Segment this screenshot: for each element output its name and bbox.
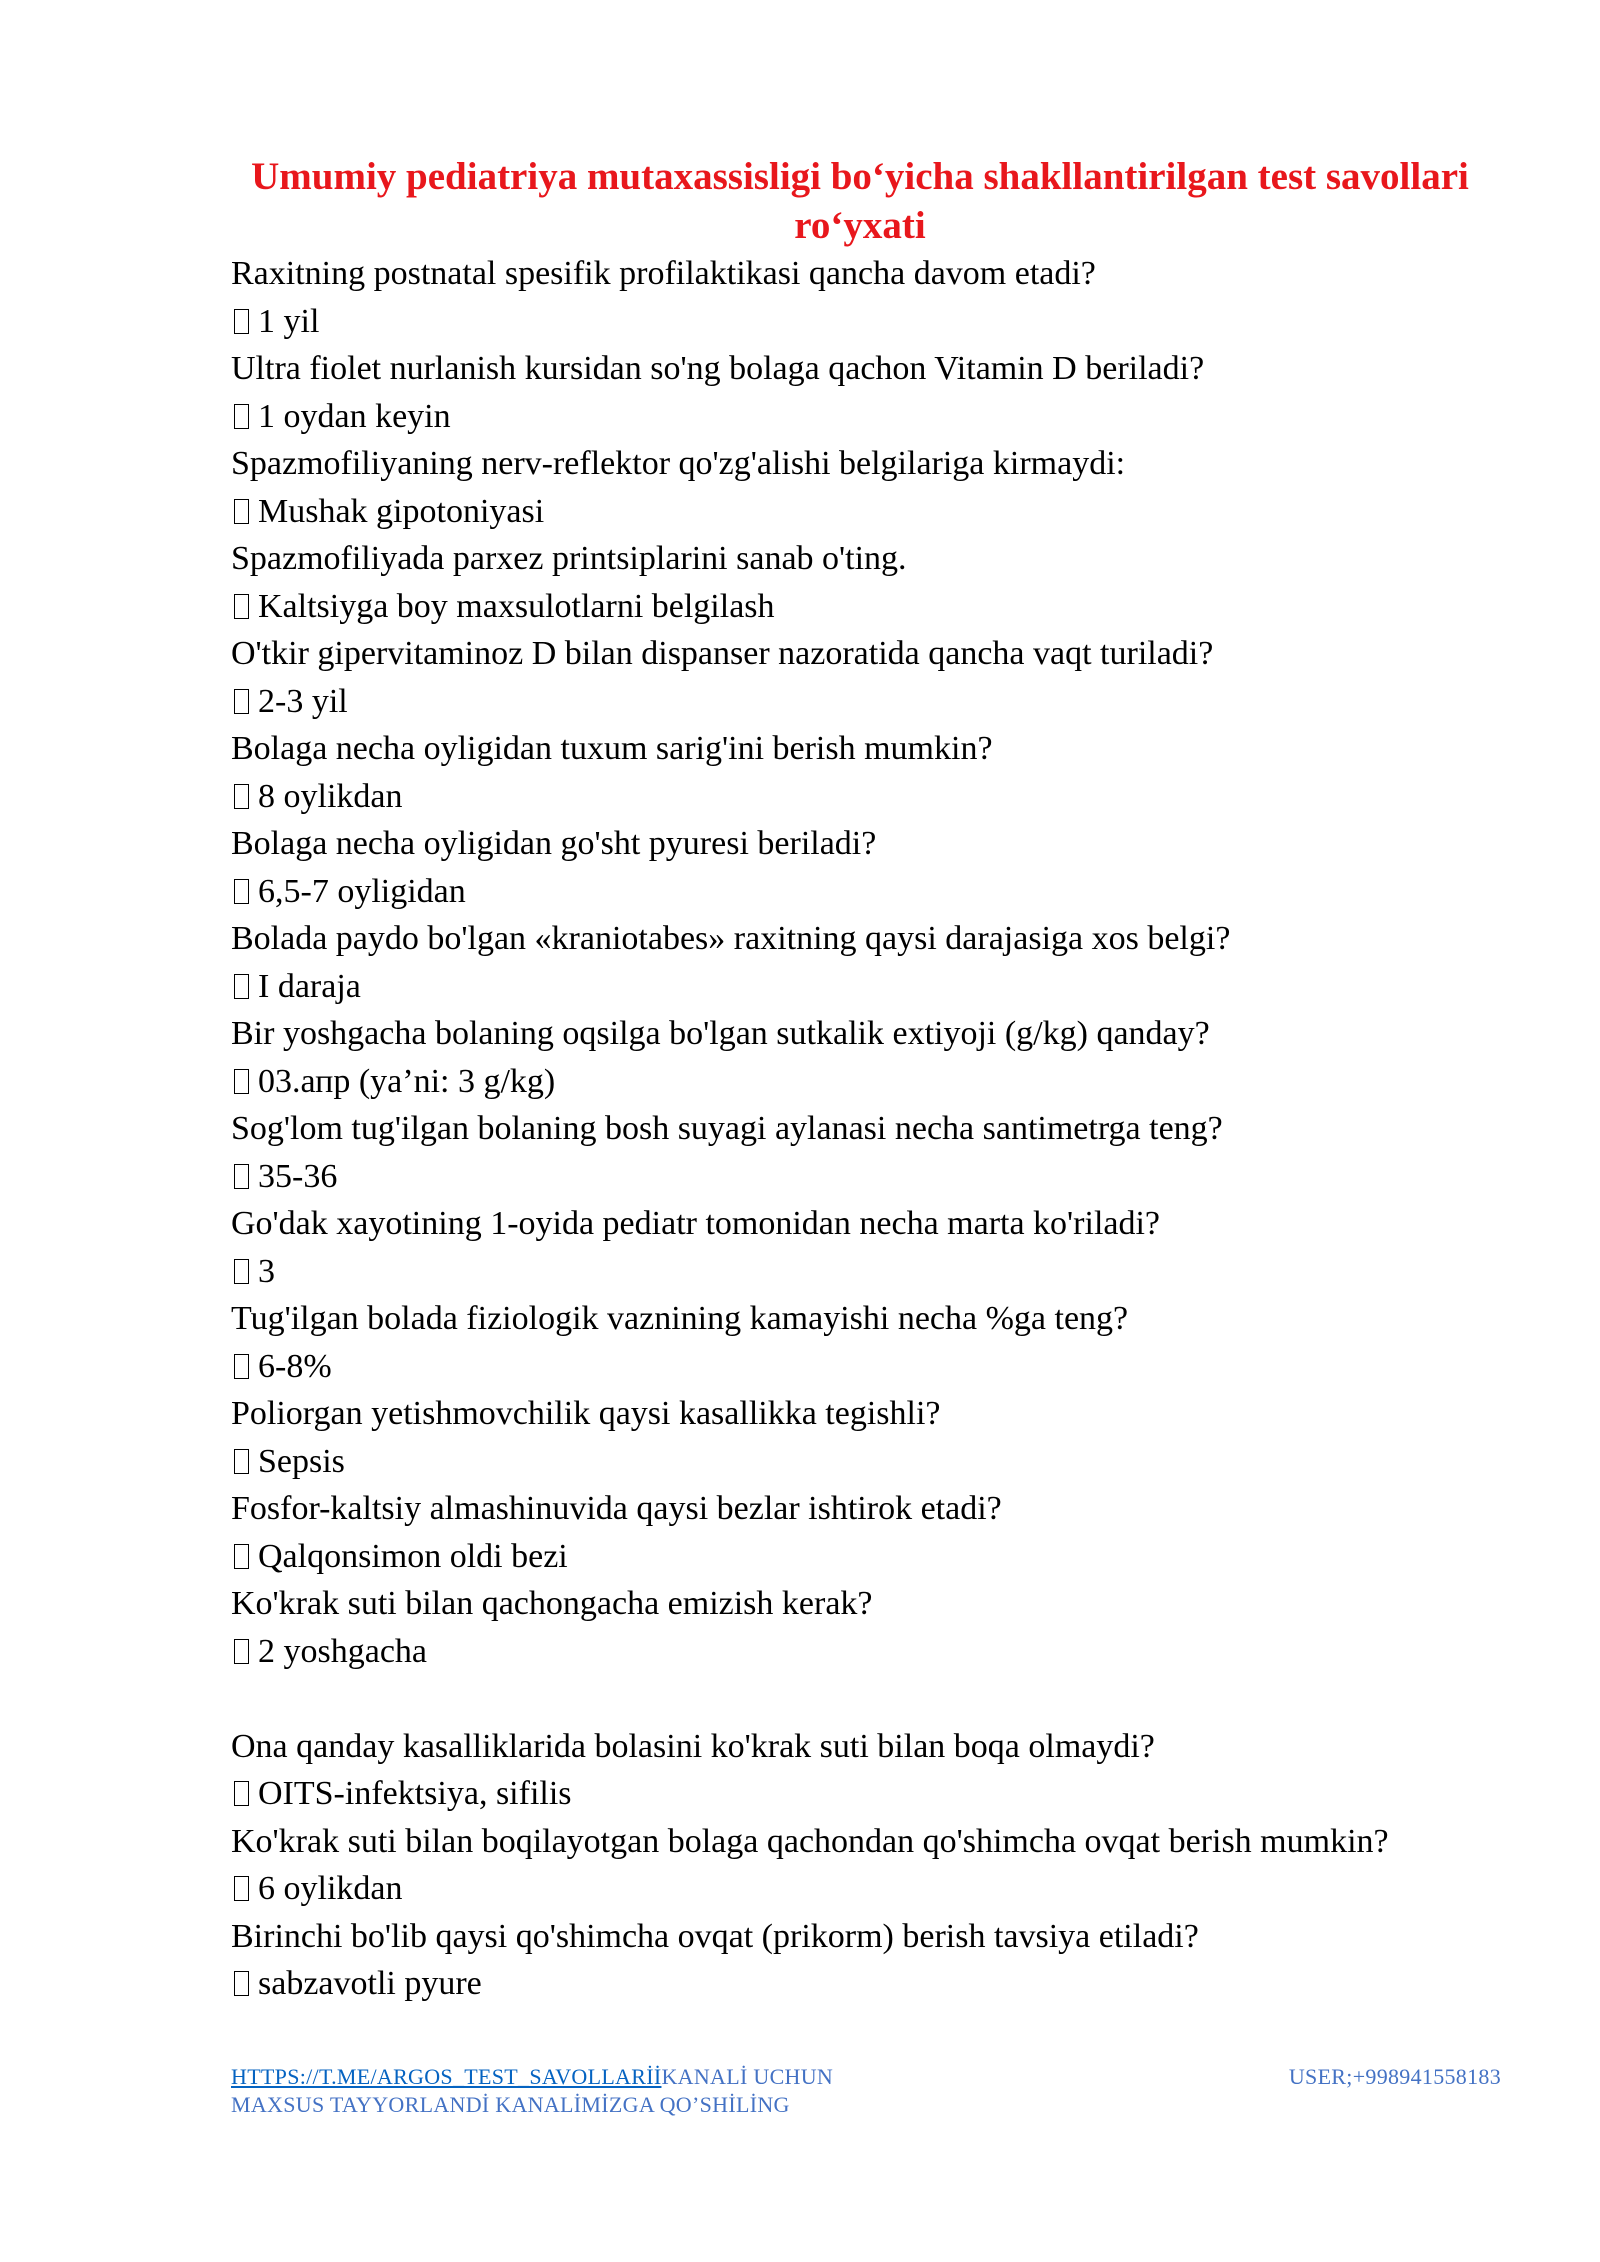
question-item: [231, 250, 1501, 345]
question-text: Go'dak xayotining 1-oyida pediatr tomonidan necha marta ko'riladi?: [231, 1205, 1161, 1242]
answer-label: sabzavotli pyure: [258, 1965, 482, 2002]
answer-label: I daraja: [258, 967, 361, 1005]
checkbox-icon: [234, 1544, 249, 1569]
question-item: [231, 1580, 1501, 1675]
answer-text: [231, 868, 1501, 916]
answer-label: 8 oylikdan: [258, 777, 403, 815]
question-item: [231, 1818, 1501, 1913]
answer-text: [231, 1343, 1501, 1391]
telegram-channel-link[interactable]: HTTPS://T.ME/ARGOS_TEST_SAVOLLARİİ: [231, 2064, 662, 2089]
answer-text: [231, 488, 1501, 536]
question-text: Spazmofiliyada parxez printsiplarini sanab o'ting.: [231, 540, 907, 577]
question-item: [231, 1105, 1501, 1200]
question-text: Sog'lom tug'ilgan bolaning bosh suyagi aylanasi necha santimetrga teng?: [231, 1110, 1223, 1147]
question-text: Ona qanday kasalliklarida bolasini ko'krak suti bilan boqa olmaydi?: [231, 1727, 1155, 1765]
checkbox-icon: [234, 1449, 249, 1474]
checkbox-icon: [234, 1971, 249, 1996]
question-item: [231, 1295, 1501, 1390]
answer-label: OITS-infektsiya, sifilis: [258, 1775, 572, 1812]
answer-text: [231, 1628, 1501, 1676]
answer-label: Mushak gipotoniyasi: [258, 492, 545, 530]
question-text: Bir yoshgacha bolaning oqsilga bo'lgan sutkalik extiyoji (g/kg) qanday?: [231, 1015, 1210, 1052]
checkbox-icon: [234, 974, 249, 999]
checkbox-icon: [234, 1876, 249, 1901]
question-text: Spazmofiliyaning nerv-reflektor qo'zg'alishi belgilariga kirmaydi:: [231, 445, 1126, 482]
question-text: Poliorgan yetishmovchilik qaysi kasallikka tegishli?: [231, 1395, 941, 1432]
answer-label: 1 yil: [258, 302, 320, 340]
answer-label: 3: [258, 1252, 275, 1290]
answer-text: [231, 298, 1501, 346]
answer-label: 6 oylikdan: [258, 1870, 403, 1907]
answer-label: 03.апр (ya’ni: 3 g/kg): [258, 1062, 556, 1100]
answer-label: 6,5-7 oyligidan: [258, 872, 466, 910]
answer-text: [231, 393, 1501, 441]
answer-text: [231, 1153, 1501, 1201]
answer-label: Qalqonsimon oldi bezi: [258, 1537, 568, 1575]
answer-label: Kaltsiyga boy maxsulotlarni belgilash: [258, 587, 775, 625]
question-text: Bolada paydo bo'lgan «kraniotabes» raxitning qaysi darajasiga xos belgi?: [231, 920, 1231, 957]
question-item: [231, 1200, 1501, 1295]
checkbox-icon: [234, 689, 249, 714]
answer-label: Sepsis: [258, 1442, 345, 1480]
answer-text: [231, 1533, 1501, 1581]
answer-text: [231, 678, 1501, 726]
checkbox-icon: [234, 1259, 249, 1284]
question-text: Ko'krak suti bilan boqilayotgan bolaga qachondan qo'shimcha ovqat berish mumkin?: [231, 1822, 1389, 1860]
answer-label: 2 yoshgacha: [258, 1632, 428, 1670]
footer-channel-text: KANALİ UCHUN MAXSUS TAYYORLANDİ KANALİMİZGA QO’SHİLİNG: [231, 2064, 834, 2117]
answer-text: [231, 773, 1501, 821]
checkbox-icon: [234, 784, 249, 809]
question-item: [231, 915, 1501, 1010]
checkbox-icon: [234, 309, 249, 334]
question-text: Ko'krak suti bilan qachongacha emizish kerak?: [231, 1585, 873, 1622]
question-text: Birinchi bo'lib qaysi qo'shimcha ovqat (prikorm) berish tavsiya etiladi?: [231, 1917, 1199, 1955]
question-text: Bolaga necha oyligidan go'sht pyuresi beriladi?: [231, 825, 877, 862]
question-text: Bolaga necha oyligidan tuxum sarig'ini berish mumkin?: [231, 730, 993, 767]
checkbox-icon: [234, 1639, 249, 1664]
checkbox-icon: [234, 594, 249, 619]
checkbox-icon: [234, 499, 249, 524]
answer-text: [231, 1865, 1501, 1913]
answer-text: [231, 1770, 1501, 1818]
question-item: [231, 345, 1501, 440]
footer-left: [231, 2063, 851, 2119]
question-item: [231, 535, 1501, 630]
question-item: [231, 1913, 1501, 2008]
question-item: [231, 630, 1501, 725]
checkbox-icon: [234, 1164, 249, 1189]
answer-text: [231, 583, 1501, 631]
question-text: Ultra fiolet nurlanish kursidan so'ng bolaga qachon Vitamin D beriladi?: [231, 350, 1205, 387]
answer-text: [231, 1960, 1501, 2008]
question-item: [231, 820, 1501, 915]
question-item: [231, 1723, 1501, 1818]
document-title: Umumiy pediatriya mutaxassisligi bo‘yicha shakllantirilgan test savollari ro‘yxati: [251, 155, 1469, 247]
answer-text: [231, 1248, 1501, 1296]
answer-text: [231, 1058, 1501, 1106]
question-text: O'tkir gipervitaminoz D bilan dispanser nazoratida qancha vaqt turiladi?: [231, 635, 1214, 672]
question-list: [231, 250, 1501, 2008]
question-text: Raxitning postnatal spesifik profilaktikasi qancha davom etadi?: [231, 255, 1096, 292]
checkbox-icon: [234, 1781, 249, 1806]
checkbox-icon: [234, 1354, 249, 1379]
question-item: [231, 725, 1501, 820]
question-item: [231, 1485, 1501, 1580]
question-item: [231, 1390, 1501, 1485]
checkbox-icon: [234, 404, 249, 429]
answer-text: [231, 1438, 1501, 1486]
answer-label: 2-3 yil: [258, 682, 348, 720]
answer-text: [231, 963, 1501, 1011]
answer-label: 1 oydan keyin: [258, 397, 451, 435]
question-item: [231, 440, 1501, 535]
question-text: Fosfor-kaltsiy almashinuvida qaysi bezlar ishtirok etadi?: [231, 1490, 1002, 1527]
footer-contact: USER;+998941558183: [1288, 2064, 1501, 2089]
blank-line: [231, 1675, 1501, 1723]
question-item: [231, 1010, 1501, 1105]
question-text: Tug'ilgan bolada fiziologik vaznining kamayishi necha %ga teng?: [231, 1300, 1129, 1337]
answer-label: 6-8%: [258, 1347, 332, 1385]
checkbox-icon: [234, 1069, 249, 1094]
checkbox-icon: [234, 879, 249, 904]
answer-label: 35-36: [258, 1157, 338, 1195]
